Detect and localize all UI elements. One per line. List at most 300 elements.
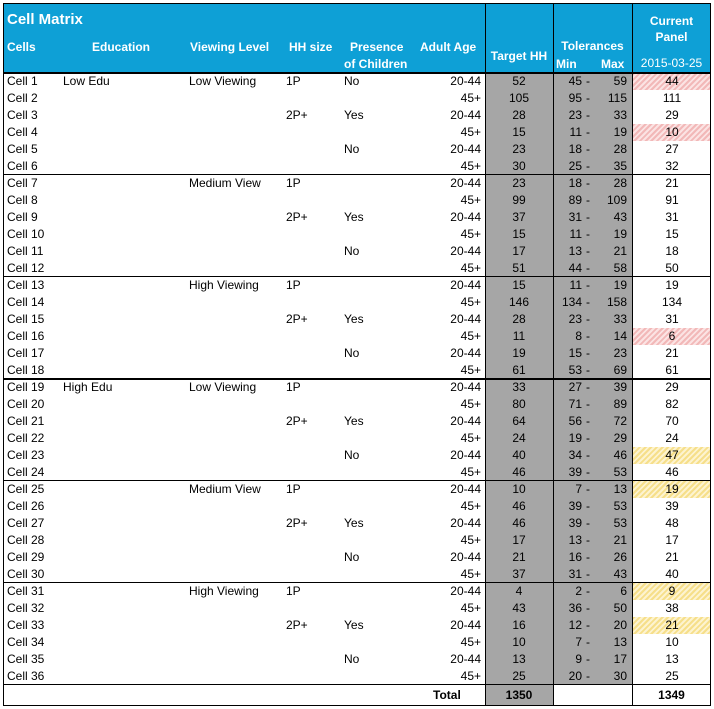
tolerance-max-value: 33 bbox=[613, 312, 627, 326]
col-header-current: Current bbox=[649, 14, 694, 28]
current-panel-value: 21 bbox=[633, 617, 711, 634]
adult-age-value: 45+ bbox=[460, 295, 481, 309]
cell-id: Cell 29 bbox=[7, 550, 45, 564]
hh-size-value: 2P+ bbox=[286, 312, 308, 326]
tolerance-dash: - bbox=[586, 261, 590, 275]
cell-id: Cell 8 bbox=[7, 193, 38, 207]
tolerance-dash: - bbox=[586, 278, 590, 292]
tolerance-max-value: 17 bbox=[613, 652, 627, 666]
tolerance-dash: - bbox=[586, 584, 590, 598]
group-separator bbox=[3, 582, 711, 583]
tolerance-max-value: 53 bbox=[613, 516, 627, 530]
cell-id: Cell 27 bbox=[7, 516, 45, 530]
tolerance-min-value: 15 bbox=[568, 346, 582, 360]
tolerance-max-value: 158 bbox=[606, 295, 627, 309]
tolerance-dash: - bbox=[586, 601, 590, 615]
viewing-level-value: Medium View bbox=[189, 482, 261, 496]
target-hh-value: 61 bbox=[512, 363, 526, 377]
current-panel-value: 9 bbox=[633, 583, 711, 600]
border-right bbox=[710, 3, 711, 706]
current-panel-value: 38 bbox=[665, 601, 679, 615]
tolerance-min-value: 44 bbox=[568, 261, 582, 275]
tolerance-min-value: 13 bbox=[568, 244, 582, 258]
cell-id: Cell 15 bbox=[7, 312, 45, 326]
adult-age-value: 20-44 bbox=[450, 652, 481, 666]
adult-age-value: 45+ bbox=[460, 669, 481, 683]
current-panel-value: 40 bbox=[665, 567, 679, 581]
col-header-max: Max bbox=[601, 57, 625, 71]
adult-age-value: 20-44 bbox=[450, 414, 481, 428]
total-current: 1349 bbox=[658, 688, 685, 702]
tolerance-dash: - bbox=[586, 414, 590, 428]
current-panel-value: 46 bbox=[665, 465, 679, 479]
tolerance-min-value: 89 bbox=[568, 193, 582, 207]
cell-id: Cell 6 bbox=[7, 159, 38, 173]
target-hh-value: 64 bbox=[512, 414, 526, 428]
adult-age-value: 20-44 bbox=[450, 312, 481, 326]
tolerance-dash: - bbox=[586, 635, 590, 649]
children-value: Yes bbox=[344, 108, 364, 122]
current-panel-value: 6 bbox=[633, 328, 711, 345]
tolerance-dash: - bbox=[586, 91, 590, 105]
adult-age-value: 20-44 bbox=[450, 550, 481, 564]
tolerance-min-value: 39 bbox=[568, 499, 582, 513]
target-hh-value: 15 bbox=[512, 125, 526, 139]
current-panel-value: 111 bbox=[662, 91, 682, 105]
cell-id: Cell 11 bbox=[7, 244, 44, 258]
border-bottom bbox=[3, 705, 711, 706]
adult-age-value: 20-44 bbox=[450, 108, 481, 122]
children-value: Yes bbox=[344, 414, 364, 428]
cell-id: Cell 10 bbox=[7, 227, 45, 241]
cell-id: Cell 13 bbox=[7, 278, 45, 292]
current-panel-value: 17 bbox=[665, 533, 679, 547]
current-panel-value: 32 bbox=[665, 159, 679, 173]
col-header-presence-2: of Children bbox=[344, 57, 408, 71]
tolerance-max-value: 39 bbox=[613, 380, 627, 394]
cell-id: Cell 24 bbox=[7, 465, 45, 479]
education-value: Low Edu bbox=[63, 74, 110, 88]
tolerance-min-value: 9 bbox=[575, 652, 582, 666]
tolerance-max-value: 46 bbox=[613, 448, 627, 462]
current-panel-value: 10 bbox=[665, 635, 679, 649]
tolerance-dash: - bbox=[586, 227, 590, 241]
tolerance-min-value: 18 bbox=[568, 176, 582, 190]
tolerance-dash: - bbox=[586, 482, 590, 496]
group-separator bbox=[3, 174, 711, 175]
tolerance-max-value: 28 bbox=[613, 176, 627, 190]
adult-age-value: 45+ bbox=[460, 635, 481, 649]
adult-age-value: 45+ bbox=[460, 363, 481, 377]
target-hh-value: 11 bbox=[512, 329, 526, 343]
tolerance-min-value: 12 bbox=[568, 618, 582, 632]
col-sep-target-left bbox=[485, 3, 486, 706]
col-header-target-hh: Target HH bbox=[490, 49, 548, 63]
tolerance-dash: - bbox=[586, 346, 590, 360]
tolerance-min-value: 7 bbox=[575, 482, 582, 496]
viewing-level-value: Medium View bbox=[189, 176, 261, 190]
current-panel-value: 21 bbox=[665, 550, 679, 564]
children-value: No bbox=[344, 142, 360, 156]
adult-age-value: 45+ bbox=[460, 91, 481, 105]
tolerance-max-value: 43 bbox=[613, 210, 627, 224]
current-panel-value: 15 bbox=[665, 227, 679, 241]
cell-id: Cell 36 bbox=[7, 669, 45, 683]
target-hh-value: 16 bbox=[512, 618, 526, 632]
target-hh-value: 43 bbox=[512, 601, 526, 615]
tolerance-min-value: 13 bbox=[568, 533, 582, 547]
cell-id: Cell 22 bbox=[7, 431, 45, 445]
border-left bbox=[3, 3, 4, 706]
tolerance-dash: - bbox=[586, 210, 590, 224]
tolerance-dash: - bbox=[586, 312, 590, 326]
cell-id: Cell 28 bbox=[7, 533, 45, 547]
border-top bbox=[3, 3, 711, 4]
tolerance-dash: - bbox=[586, 74, 590, 88]
tolerance-dash: - bbox=[586, 652, 590, 666]
current-panel-value: 31 bbox=[665, 312, 679, 326]
adult-age-value: 20-44 bbox=[450, 516, 481, 530]
hh-size-value: 1P bbox=[286, 176, 301, 190]
target-hh-value: 46 bbox=[512, 465, 526, 479]
tolerance-dash: - bbox=[586, 618, 590, 632]
tolerance-min-value: 11 bbox=[569, 125, 582, 139]
hh-size-value: 2P+ bbox=[286, 516, 308, 530]
target-hh-value: 51 bbox=[512, 261, 526, 275]
cell-id: Cell 31 bbox=[7, 584, 45, 598]
adult-age-value: 45+ bbox=[460, 601, 481, 615]
adult-age-value: 20-44 bbox=[450, 618, 481, 632]
tolerance-max-value: 19 bbox=[613, 227, 627, 241]
col-header-panel: Panel bbox=[655, 30, 688, 44]
total-target: 1350 bbox=[505, 688, 533, 702]
tolerance-min-value: 23 bbox=[568, 312, 582, 326]
tolerance-max-value: 43 bbox=[613, 567, 627, 581]
children-value: Yes bbox=[344, 312, 364, 326]
page-title: Cell Matrix bbox=[7, 11, 83, 28]
children-value: No bbox=[344, 346, 360, 360]
adult-age-value: 45+ bbox=[460, 431, 481, 445]
tolerance-max-value: 89 bbox=[613, 397, 627, 411]
tolerance-max-value: 13 bbox=[613, 482, 627, 496]
tolerance-min-value: 39 bbox=[568, 516, 582, 530]
adult-age-value: 45+ bbox=[460, 465, 481, 479]
tolerance-dash: - bbox=[586, 193, 590, 207]
col-sep-current-left bbox=[632, 3, 633, 706]
tolerance-dash: - bbox=[586, 431, 590, 445]
cell-id: Cell 4 bbox=[7, 125, 38, 139]
tolerance-min-value: 95 bbox=[568, 91, 582, 105]
cell-id: Cell 5 bbox=[7, 142, 38, 156]
current-panel-value: 24 bbox=[665, 431, 679, 445]
viewing-level-value: Low Viewing bbox=[189, 74, 257, 88]
viewing-level-value: High Viewing bbox=[189, 584, 259, 598]
tolerance-max-value: 23 bbox=[613, 346, 627, 360]
tolerance-min-value: 34 bbox=[568, 448, 582, 462]
current-panel-value: 18 bbox=[665, 244, 679, 258]
tolerance-max-value: 21 bbox=[613, 533, 627, 547]
tolerance-max-value: 72 bbox=[613, 414, 627, 428]
cell-id: Cell 2 bbox=[7, 91, 38, 105]
target-hh-value: 52 bbox=[512, 74, 526, 88]
hh-size-value: 2P+ bbox=[286, 210, 308, 224]
cell-id: Cell 12 bbox=[7, 261, 45, 275]
tolerance-min-value: 39 bbox=[568, 465, 582, 479]
adult-age-value: 45+ bbox=[460, 533, 481, 547]
children-value: No bbox=[344, 652, 360, 666]
tolerance-min-value: 36 bbox=[568, 601, 582, 615]
tolerance-max-value: 59 bbox=[613, 74, 627, 88]
target-hh-value: 105 bbox=[508, 91, 530, 105]
tolerance-max-value: 13 bbox=[613, 635, 627, 649]
adult-age-value: 20-44 bbox=[450, 482, 481, 496]
tolerance-min-value: 71 bbox=[568, 397, 582, 411]
col-sep-target-right bbox=[553, 3, 554, 706]
hh-size-value: 1P bbox=[286, 482, 301, 496]
cell-id: Cell 1 bbox=[7, 74, 38, 88]
tolerance-min-value: 7 bbox=[575, 635, 582, 649]
tolerance-min-value: 134 bbox=[561, 295, 582, 309]
current-panel-value: 25 bbox=[665, 669, 679, 683]
cell-id: Cell 32 bbox=[7, 601, 45, 615]
tolerance-dash: - bbox=[586, 516, 590, 530]
viewing-level-value: Low Viewing bbox=[189, 380, 257, 394]
current-panel-value: 27 bbox=[665, 142, 679, 156]
tolerance-max-value: 20 bbox=[613, 618, 627, 632]
tolerance-max-value: 30 bbox=[613, 669, 627, 683]
children-value: No bbox=[344, 550, 360, 564]
target-hh-value: 17 bbox=[512, 533, 526, 547]
tolerance-min-value: 31 bbox=[568, 210, 582, 224]
current-panel-value: 29 bbox=[665, 108, 679, 122]
tolerance-dash: - bbox=[586, 380, 590, 394]
hh-size-value: 2P+ bbox=[286, 618, 308, 632]
tolerance-dash: - bbox=[586, 329, 590, 343]
tolerance-dash: - bbox=[586, 397, 590, 411]
target-hh-value: 10 bbox=[512, 482, 526, 496]
tolerance-max-value: 6 bbox=[620, 584, 627, 598]
target-hh-value: 13 bbox=[512, 652, 526, 666]
tolerance-dash: - bbox=[586, 363, 590, 377]
current-panel-value: 13 bbox=[665, 652, 679, 666]
adult-age-value: 45+ bbox=[460, 499, 481, 513]
target-hh-value: 40 bbox=[512, 448, 526, 462]
cell-id: Cell 7 bbox=[7, 176, 38, 190]
adult-age-value: 20-44 bbox=[450, 142, 481, 156]
target-hh-value: 24 bbox=[512, 431, 526, 445]
adult-age-value: 45+ bbox=[460, 567, 481, 581]
cell-id: Cell 25 bbox=[7, 482, 45, 496]
adult-age-value: 20-44 bbox=[450, 584, 481, 598]
hh-size-value: 1P bbox=[286, 380, 301, 394]
tolerance-min-value: 2 bbox=[575, 584, 582, 598]
tolerance-min-value: 31 bbox=[568, 567, 582, 581]
adult-age-value: 45+ bbox=[460, 329, 481, 343]
cell-id: Cell 9 bbox=[7, 210, 38, 224]
cell-id: Cell 35 bbox=[7, 652, 45, 666]
col-header-adult-age: Adult Age bbox=[420, 40, 477, 54]
current-panel-value: 10 bbox=[633, 124, 711, 141]
tolerance-max-value: 19 bbox=[613, 278, 627, 292]
tolerance-min-value: 25 bbox=[568, 159, 582, 173]
cell-id: Cell 17 bbox=[7, 346, 45, 360]
tolerance-min-value: 23 bbox=[568, 108, 582, 122]
cell-id: Cell 21 bbox=[7, 414, 45, 428]
tolerance-max-value: 26 bbox=[613, 550, 627, 564]
hh-size-value: 1P bbox=[286, 278, 301, 292]
children-value: No bbox=[344, 448, 360, 462]
target-hh-value: 28 bbox=[512, 108, 526, 122]
target-hh-value: 28 bbox=[512, 312, 526, 326]
current-panel-value: 50 bbox=[665, 261, 679, 275]
tolerance-dash: - bbox=[586, 159, 590, 173]
hh-size-value: 1P bbox=[286, 584, 301, 598]
cell-id: Cell 26 bbox=[7, 499, 45, 513]
cell-id: Cell 18 bbox=[7, 363, 45, 377]
tolerance-max-value: 35 bbox=[613, 159, 627, 173]
total-top-line bbox=[3, 684, 711, 685]
current-panel-value: 61 bbox=[665, 363, 679, 377]
tolerance-dash: - bbox=[586, 295, 590, 309]
adult-age-value: 45+ bbox=[460, 159, 481, 173]
col-header-min: Min bbox=[556, 57, 577, 71]
tolerance-dash: - bbox=[586, 448, 590, 462]
tolerance-min-value: 27 bbox=[568, 380, 582, 394]
hh-size-value: 2P+ bbox=[286, 414, 308, 428]
current-panel-value: 82 bbox=[665, 397, 679, 411]
children-value: No bbox=[344, 244, 360, 258]
current-panel-value: 21 bbox=[665, 176, 679, 190]
tolerance-min-value: 53 bbox=[568, 363, 582, 377]
target-hh-value: 15 bbox=[512, 278, 526, 292]
current-panel-value: 19 bbox=[633, 481, 711, 498]
target-hh-value: 4 bbox=[515, 584, 523, 598]
tolerance-dash: - bbox=[586, 499, 590, 513]
cell-id: Cell 20 bbox=[7, 397, 45, 411]
tolerance-max-value: 14 bbox=[613, 329, 627, 343]
tolerance-max-value: 29 bbox=[613, 431, 627, 445]
adult-age-value: 20-44 bbox=[450, 448, 481, 462]
cell-id: Cell 23 bbox=[7, 448, 45, 462]
col-header-tolerances: Tolerances bbox=[561, 39, 624, 53]
target-hh-value: 23 bbox=[512, 142, 526, 156]
hh-size-value: 2P+ bbox=[286, 108, 308, 122]
cell-id: Cell 33 bbox=[7, 618, 45, 632]
adult-age-value: 20-44 bbox=[450, 210, 481, 224]
adult-age-value: 20-44 bbox=[450, 278, 481, 292]
tolerance-dash: - bbox=[586, 669, 590, 683]
col-header-viewing-level: Viewing Level bbox=[190, 40, 270, 54]
tolerance-max-value: 28 bbox=[613, 142, 627, 156]
cell-id: Cell 30 bbox=[7, 567, 45, 581]
current-panel-value: 134 bbox=[661, 295, 683, 309]
children-value: Yes bbox=[344, 210, 364, 224]
edu-separator bbox=[3, 378, 711, 380]
adult-age-value: 45+ bbox=[460, 397, 481, 411]
tolerance-dash: - bbox=[586, 550, 590, 564]
target-hh-value: 10 bbox=[512, 635, 526, 649]
cell-id: Cell 14 bbox=[7, 295, 45, 309]
tolerance-min-value: 11 bbox=[569, 278, 582, 292]
adult-age-value: 45+ bbox=[460, 261, 481, 275]
tolerance-dash: - bbox=[586, 533, 590, 547]
cell-id: Cell 19 bbox=[7, 380, 45, 394]
tolerance-dash: - bbox=[586, 244, 590, 258]
current-panel-value: 70 bbox=[665, 414, 679, 428]
hh-size-value: 1P bbox=[286, 74, 301, 88]
target-hh-value: 17 bbox=[512, 244, 526, 258]
adult-age-value: 45+ bbox=[460, 193, 481, 207]
current-panel-value: 39 bbox=[665, 499, 679, 513]
target-hh-value: 146 bbox=[508, 295, 530, 309]
tolerance-dash: - bbox=[586, 142, 590, 156]
tolerance-dash: - bbox=[586, 176, 590, 190]
adult-age-value: 20-44 bbox=[450, 244, 481, 258]
target-hh-value: 99 bbox=[512, 193, 526, 207]
target-hh-value: 15 bbox=[512, 227, 526, 241]
header-bottom-line bbox=[3, 72, 711, 74]
target-hh-value: 33 bbox=[512, 380, 526, 394]
adult-age-value: 20-44 bbox=[450, 176, 481, 190]
tolerance-min-value: 45 bbox=[568, 74, 582, 88]
target-hh-value: 23 bbox=[512, 176, 526, 190]
target-hh-value: 19 bbox=[512, 346, 526, 360]
tolerance-max-value: 19 bbox=[613, 125, 627, 139]
cell-id: Cell 3 bbox=[7, 108, 38, 122]
col-header-presence: Presence bbox=[350, 40, 404, 54]
group-separator bbox=[3, 480, 711, 481]
tolerance-max-value: 109 bbox=[606, 193, 627, 207]
adult-age-value: 20-44 bbox=[450, 74, 481, 88]
tolerance-max-value: 21 bbox=[613, 244, 627, 258]
tolerance-min-value: 20 bbox=[568, 669, 582, 683]
current-panel-value: 19 bbox=[665, 278, 679, 292]
target-hh-value: 37 bbox=[512, 567, 526, 581]
adult-age-value: 45+ bbox=[460, 125, 481, 139]
tolerance-min-value: 16 bbox=[568, 550, 582, 564]
tolerance-min-value: 8 bbox=[575, 329, 582, 343]
tolerance-min-value: 11 bbox=[569, 227, 582, 241]
cell-id: Cell 34 bbox=[7, 635, 45, 649]
children-value: Yes bbox=[344, 516, 364, 530]
cell-matrix-sheet bbox=[3, 3, 711, 706]
tolerance-max-value: 69 bbox=[613, 363, 627, 377]
tolerance-min-value: 18 bbox=[568, 142, 582, 156]
tolerance-max-value: 53 bbox=[613, 465, 627, 479]
tolerance-max-value: 58 bbox=[613, 261, 627, 275]
adult-age-value: 20-44 bbox=[450, 346, 481, 360]
target-hh-value: 80 bbox=[512, 397, 526, 411]
adult-age-value: 45+ bbox=[460, 227, 481, 241]
col-header-hh-size: HH size bbox=[289, 40, 333, 54]
tolerance-max-value: 50 bbox=[613, 601, 627, 615]
tolerance-max-value: 115 bbox=[607, 91, 627, 105]
tolerance-min-value: 56 bbox=[568, 414, 582, 428]
col-header-education: Education bbox=[92, 40, 151, 54]
children-value: No bbox=[344, 74, 360, 88]
current-panel-value: 21 bbox=[665, 346, 679, 360]
tolerance-dash: - bbox=[586, 108, 590, 122]
cell-id: Cell 16 bbox=[7, 329, 45, 343]
tolerance-max-value: 53 bbox=[613, 499, 627, 513]
current-panel-value: 29 bbox=[665, 380, 679, 394]
children-value: Yes bbox=[344, 618, 364, 632]
current-panel-value: 47 bbox=[633, 447, 711, 464]
adult-age-value: 20-44 bbox=[450, 380, 481, 394]
current-panel-value: 44 bbox=[633, 73, 711, 90]
tolerance-dash: - bbox=[586, 567, 590, 581]
target-hh-value: 46 bbox=[512, 499, 526, 513]
